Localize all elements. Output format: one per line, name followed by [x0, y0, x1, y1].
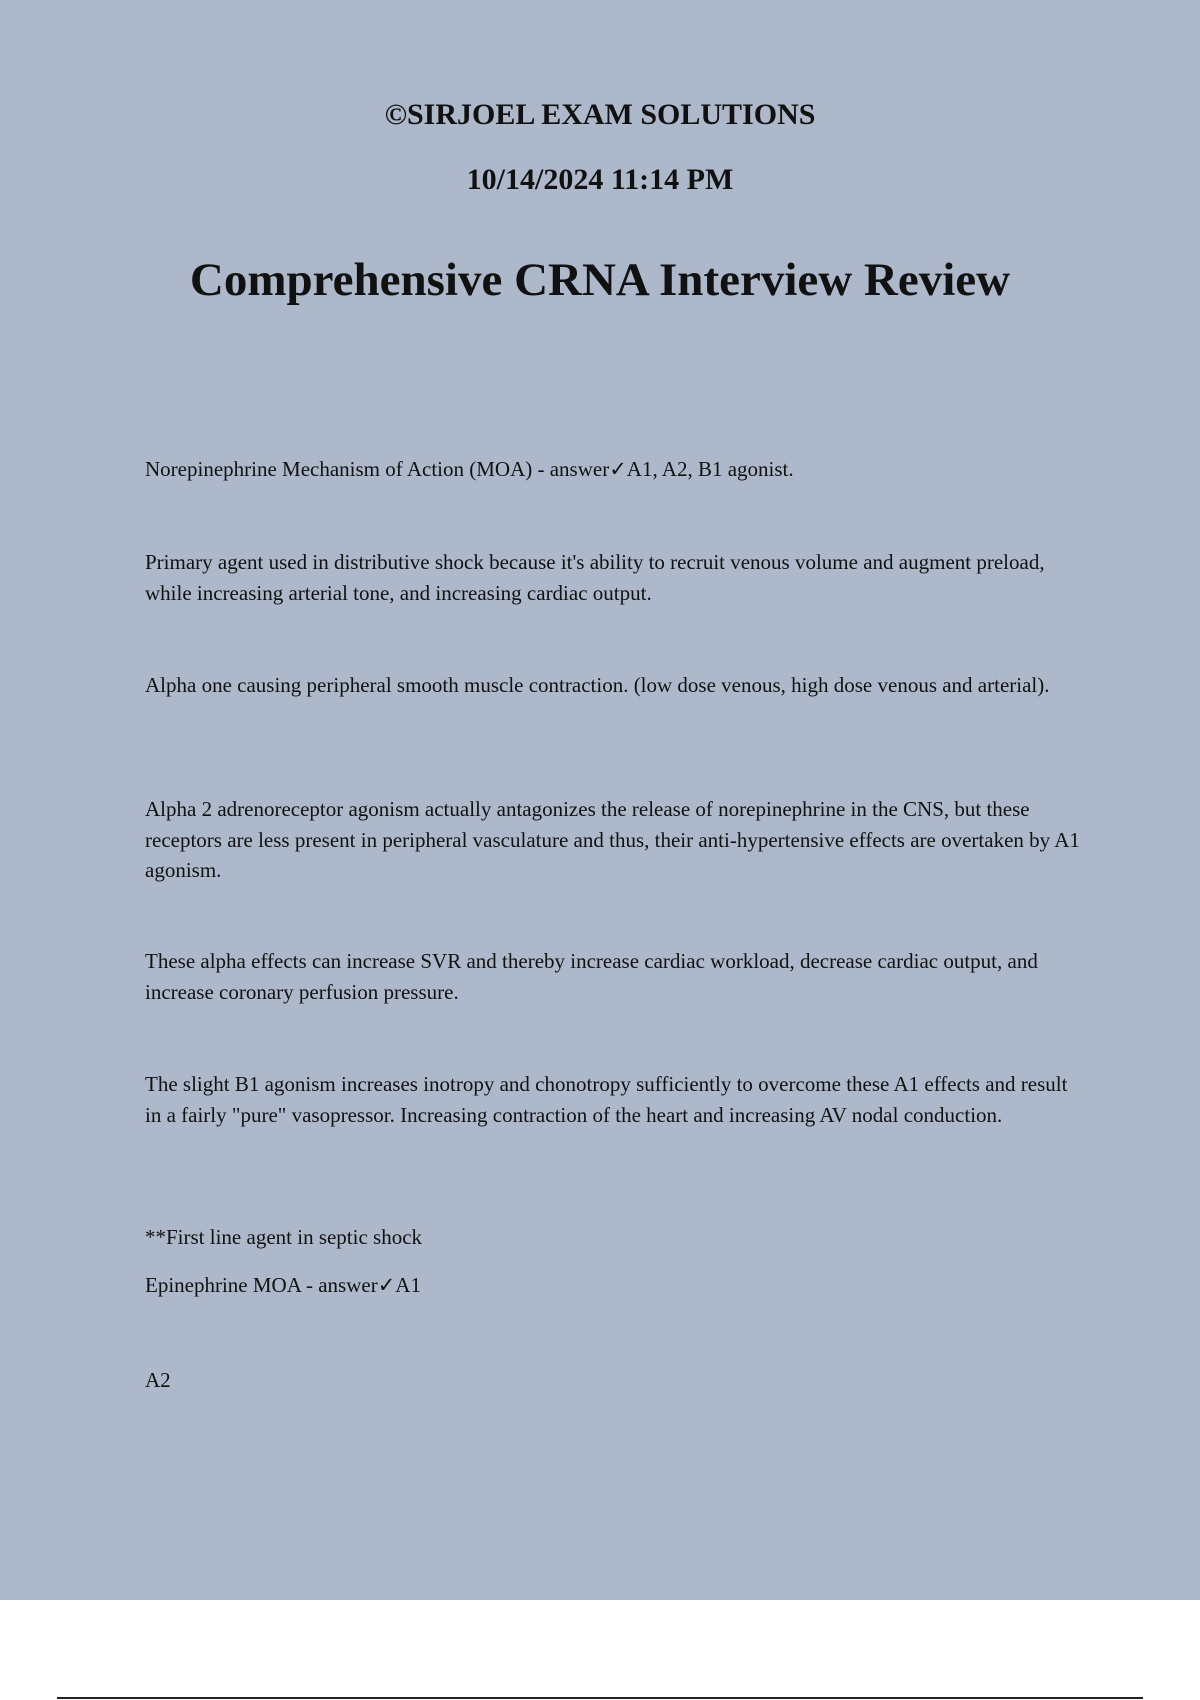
page-title: Comprehensive CRNA Interview Review [189, 254, 1011, 306]
paragraph-alpha-effects: These alpha effects can increase SVR and thereby increase cardiac workload, decrease cardiac output, and increase coronary perfusion pressure. [145, 949, 1038, 1004]
brand-header: ©SIRJOEL EXAM SOLUTIONS [384, 98, 816, 131]
paragraph-alpha-one: Alpha one causing peripheral smooth muscle contraction. (low dose venous, high dose venous and arterial). [145, 673, 1050, 697]
paragraph-alpha-two: Alpha 2 adrenoreceptor agonism actually antagonizes the release of norepinephrine in the CNS, but these receptors are less present in peripheral vasculature and thus, their anti-hypertensive effects are overtaken by A1 agonism. [145, 797, 1080, 882]
paragraph-a2: A2 [145, 1368, 171, 1392]
paragraph-norepinephrine-moa: Norepinephrine Mechanism of Action (MOA) - answer✓A1, A2, B1 agonist. [145, 457, 794, 481]
paragraph-first-line-agent: **First line agent in septic shock [145, 1225, 423, 1249]
paragraph-epinephrine-moa: Epinephrine MOA - answer✓A1 [145, 1273, 421, 1297]
paragraph-distributive-shock: Primary agent used in distributive shock because it's ability to recruit venous volume and augment preload, while increasing arterial tone, and increasing cardiac output. [145, 550, 1045, 605]
paragraph-b1-agonism: The slight B1 agonism increases inotropy and chonotropy sufficiently to overcome these A1 effects and result in a fairly "pure" vasopressor. Increasing contraction of the heart and increasing AV nodal conduction. [145, 1072, 1068, 1127]
footer-divider [57, 1697, 1143, 1699]
document-datetime: 10/14/2024 11:14 PM [466, 163, 734, 196]
